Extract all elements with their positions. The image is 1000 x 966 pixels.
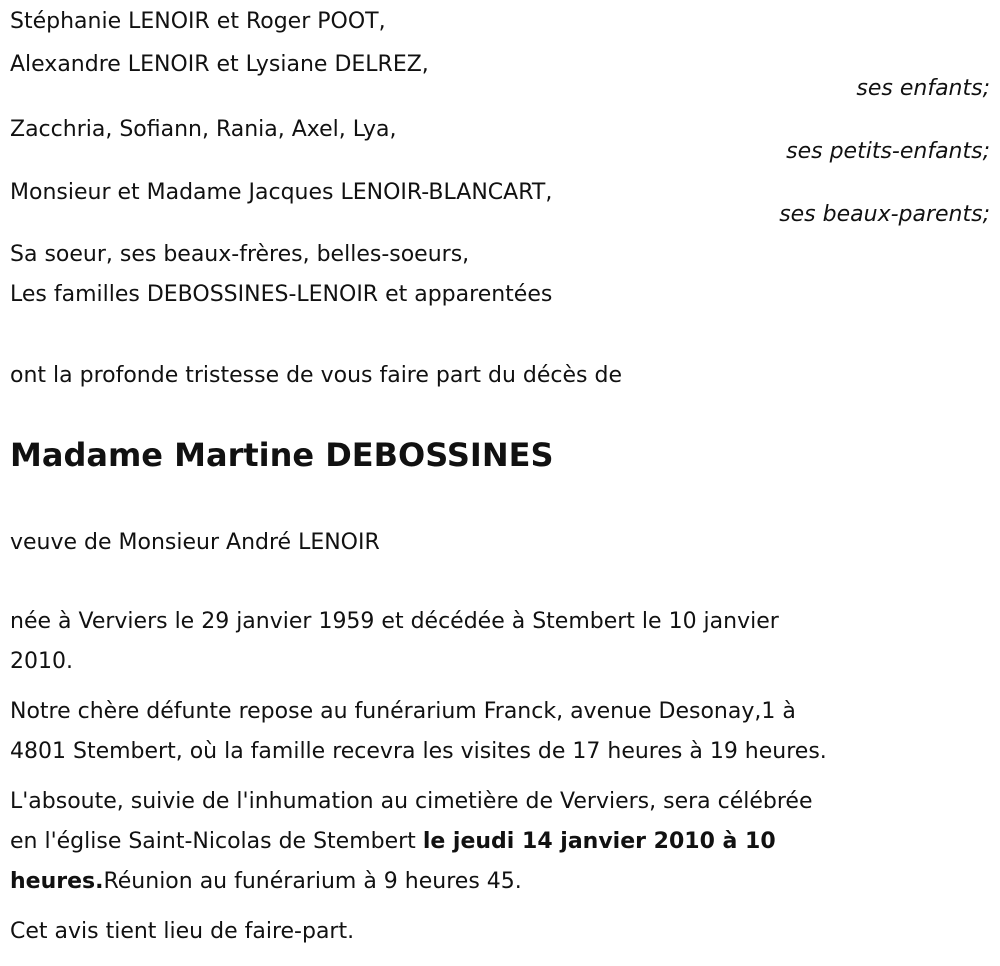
others-line-1: Sa soeur, ses beaux-frères, belles-soeurs, — [10, 242, 470, 267]
children-line-1: Stéphanie LENOIR et Roger POOT, — [10, 9, 386, 34]
children-line-2: Alexandre LENOIR et Lysiane DELREZ, — [10, 52, 429, 77]
grandchildren-line: Zacchria, Sofiann, Rania, Axel, Lya, — [10, 117, 397, 142]
meeting-info: Réunion au funérarium à 9 heures 45. — [103, 869, 522, 894]
closing-note: Cet avis tient lieu de faire-part. — [10, 919, 355, 944]
ceremony-date: le jeudi 14 janvier 2010 à 10 — [422, 829, 776, 854]
ceremony-line-1: L'absoute, suivie de l'inhumation au cimetière de Verviers, sera célébrée — [10, 789, 813, 814]
birth-death-line-2: 2010. — [10, 649, 73, 674]
children-role: ses enfants; — [856, 76, 990, 101]
widow-of: veuve de Monsieur André LENOIR — [10, 530, 380, 555]
ceremony-line-2 — [10, 828, 776, 856]
visitation-line-1: Notre chère défunte repose au funérarium Franck, avenue Desonay,1 à — [10, 699, 796, 724]
visitation-line-2: 4801 Stembert, où la famille recevra les visites de 17 heures à 19 heures. — [10, 739, 827, 764]
announcement: ont la profonde tristesse de vous faire part du décès de — [10, 363, 622, 388]
others-line-2: Les familles DEBOSSINES-LENOIR et apparentées — [10, 282, 553, 307]
deceased-name: Madame Martine DEBOSSINES — [10, 436, 554, 474]
birth-death-line-1: née à Verviers le 29 janvier 1959 et décédée à Stembert le 10 janvier — [10, 609, 779, 634]
ceremony-time-end: heures. — [10, 869, 104, 894]
inlaws-role: ses beaux-parents; — [779, 202, 990, 227]
ceremony-line-3 — [10, 868, 522, 896]
inlaws-line: Monsieur et Madame Jacques LENOIR-BLANCART, — [10, 180, 553, 205]
grandchildren-role: ses petits-enfants; — [786, 139, 990, 164]
ceremony-location: en l'église Saint-Nicolas de Stembert — [10, 829, 423, 854]
